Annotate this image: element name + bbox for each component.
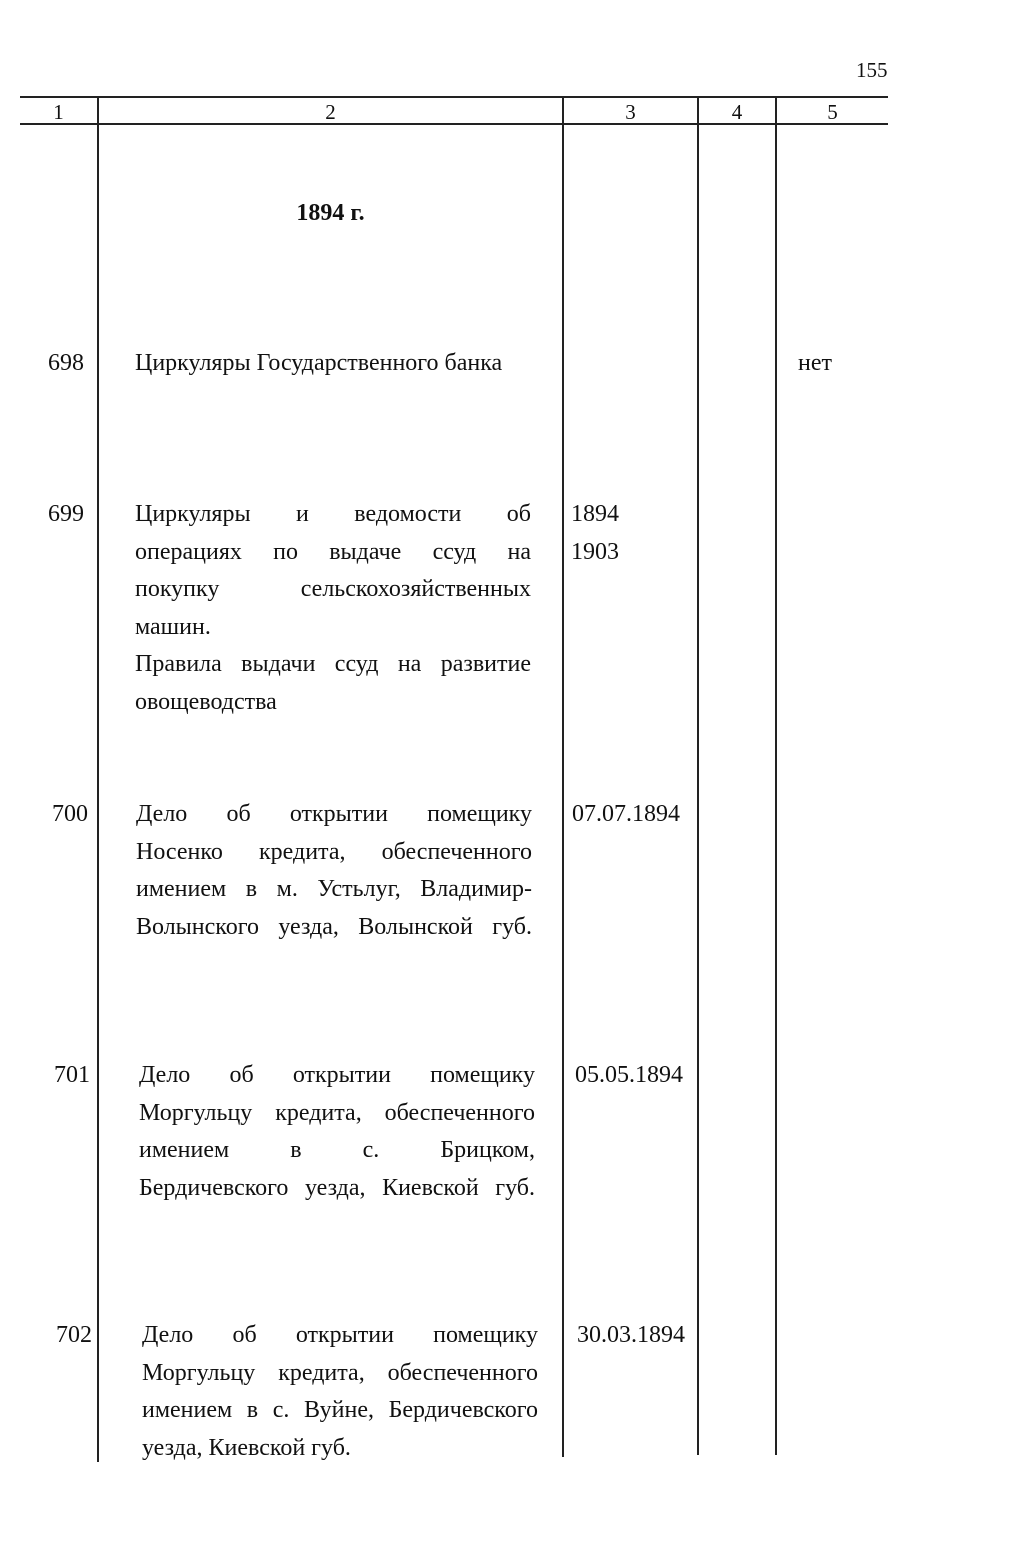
date: 1894 (571, 501, 619, 527)
column-header-5: 5 (827, 100, 838, 124)
description-line: имением в с. Вуйне, Бердичевского (142, 1397, 538, 1423)
column-header-3: 3 (625, 100, 636, 124)
row-description (142, 1317, 538, 1467)
date: 1903 (571, 538, 619, 565)
description-line: Циркуляры и ведомости об (135, 501, 531, 527)
column-divider (97, 97, 99, 1462)
description-line: овощеводства (135, 688, 277, 715)
description-line: имением в с. Брицком, (139, 1137, 535, 1163)
description-line: Бердичевского уезда, Киевской губ. (139, 1174, 535, 1201)
row-number: 701 (54, 1062, 90, 1088)
description-line: Дело об открытии помещику (139, 1062, 535, 1088)
row-description (136, 796, 532, 946)
description-line: Моргульцу кредита, обеспеченного (142, 1359, 538, 1386)
description-line: покупку сельскохозяйственных (135, 576, 531, 602)
row-date: 07.07.1894 (572, 801, 680, 827)
row-dates (571, 496, 619, 571)
column-divider (775, 97, 777, 1455)
column-header-4: 4 (731, 100, 743, 124)
column-header-2: 2 (325, 100, 336, 124)
description-line: Дело об открытии помещику (142, 1322, 538, 1348)
year-heading: 1894 г. (296, 200, 365, 226)
row-description (135, 496, 531, 721)
description-line: операциях по выдаче ссуд на (135, 538, 531, 565)
description-line: машин. (135, 613, 211, 640)
description-line: уезда, Киевской губ. (142, 1434, 351, 1461)
description-line: Волынского уезда, Волынской губ. (136, 913, 532, 940)
table-top-rule (20, 96, 888, 98)
row-col5: нет (798, 350, 832, 376)
column-divider (697, 97, 699, 1455)
row-date: 30.03.1894 (577, 1322, 685, 1348)
column-header-1: 1 (53, 100, 64, 124)
description-line: Моргульцу кредита, обеспеченного (139, 1099, 535, 1126)
description-line: имением в м. Устьлуг, Владимир- (136, 876, 532, 902)
row-description (135, 345, 531, 383)
row-description (139, 1057, 535, 1207)
description-line: Правила выдачи ссуд на развитие (135, 651, 531, 677)
row-number: 702 (56, 1322, 92, 1348)
description-line: Циркуляры Государственного банка (135, 350, 503, 376)
description-line: Дело об открытии помещику (136, 801, 532, 827)
row-number: 700 (52, 801, 88, 827)
row-number: 699 (48, 501, 84, 527)
page-number: 155 (856, 58, 888, 82)
row-date: 05.05.1894 (575, 1062, 683, 1088)
row-number: 698 (48, 350, 84, 376)
description-line: Носенко кредита, обеспеченного (136, 838, 532, 865)
column-divider (562, 97, 564, 1457)
